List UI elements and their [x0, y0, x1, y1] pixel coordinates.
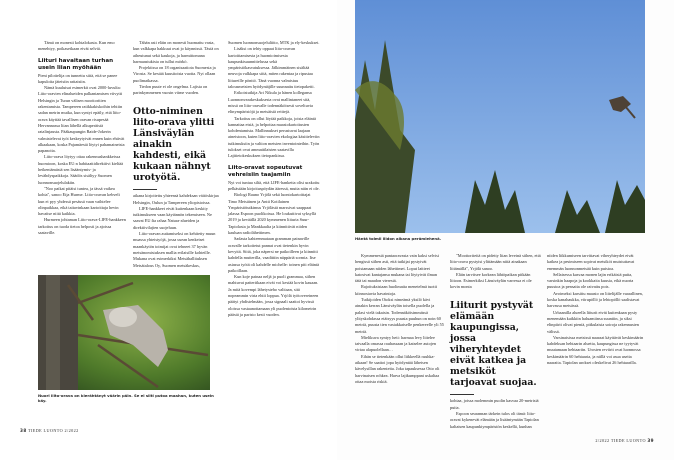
paragraph-group [38, 40, 126, 53]
magazine-name: TIEDE LUONTO [610, 437, 646, 443]
body-paragraph: Mielikuva syntyy heti: harmaa levy liitelee taivaalla omassa rauhassaan ja katselee autojen virtaa alapuolellaan… [355, 334, 437, 353]
left-page [0, 0, 337, 450]
divider [133, 189, 157, 190]
body-paragraph: Kymmenestä pantaoravasta vain kaksi selvisi hengissä siihen asti, että tutkijat pystyivät poistamaan niiden lähettimet. Loput laitteet katosivat kantajansa mukana tai löytyivät ilman tätä tai maadon vierestä. [355, 253, 440, 284]
paragraph-group [450, 253, 541, 291]
paragraph-group [547, 253, 645, 366]
page-footer [20, 420, 318, 450]
body-paragraph: Sadasta kahteenmataan gramman painaville oravalle tarkoitetut pannat ovat tietenkin hyvin kevyitä. Siitä, joka näpersi ne paikoilleen ja kiinnitti kahdella mutterilla, vaadittiin näppäriä sormia. Itse asiassa työtä oli kahdelle michelle: toinen piti eläintä paikoillaan. [228, 236, 320, 273]
gliding-squirrel-photo [355, 0, 645, 233]
body-paragraph: Biologi Rauno Yrjölä sekä luontokartoittajat Timo Metsäinen ja Antti Kotilainen Ympäristötutkimus Yrjölästä marssivat saappaat jalassa Espoon puolikoissa. He loukuttivat syksyllä 2019 ja keväällä 2020 kymmenen liituria Suur-Tapiolasta ja Mankkaalta ja kiinnittivät niiden kauluan radiolähettimen. [228, 192, 317, 236]
body-paragraph: Hurmeen johtaman Liito-orava-LIFE-hankkeen tarkoitus on tuoda tietoa helposti ja ajoissa saataville. [38, 217, 126, 236]
body-paragraph: aikana kirjoitettu yhteensä kahdeksan väitöskirjaa Helsingin, Oulun ja Tampereen yliopistoissa. [133, 193, 219, 205]
body-paragraph: Tämä on monesti kohtalokasta. Kun emo menehtyy, poikasetkaan eivät selviä. [38, 40, 115, 52]
body-paragraph: Avoimeksi karsittu maasto on liitelijälle vaarallinen, koska kanahaukka, viirupöllö ja lehtopöllö saalistavat harvassa metsässä. [547, 290, 643, 309]
subheading: Liituri havaitaan turhan usein liian myöhään [38, 57, 114, 71]
body-paragraph: Pieni pilottelija on tunnettu siitä, että se panee kapuloita jäteisiin rattaisiin. [38, 72, 118, 84]
photo-caption: Nuori liito-orava on kierähtänyt väärin päin. Se ei silti putoa maahan, kuten usein käy. [38, 392, 214, 403]
left-page-body [38, 40, 318, 403]
left-columns-1-2 [38, 40, 222, 269]
body-paragraph: Varsinaisissa metsissä naaraat käyttävät keskimäärin kahdeksan hehtaarin aluetta, kaupungissa ne tyytyvät muutamaan hehtaariin. Urosten reviirit ovat luonnossa keskimäärin 60 hehtaaria, ja niillä voi asua useita naaraita. Tapiolan urokset oleskelivat 26 hehtaarilla. [547, 334, 644, 366]
body-paragraph: Tähän asti eläin on monesti huomattu vasta, kun valkkapa hakkuut ovat jo käynnissä. Tästä on aiheutunut sekä kaukoja, ja harmittomana harmaastukista on tullut mörkö. [133, 40, 219, 64]
right-columns [355, 253, 644, 430]
body-paragraph: Rajoituksistaan huolimatta menetelmä tuotti kiinnostavia havaintoja. [355, 284, 438, 296]
page-number: 39 [647, 437, 654, 443]
body-paragraph: "Moottoriteitä on pidetty liian leveinä siihen, että liito-orava pystyisi ylittämään niitä ainakaan liitämällä", Yrjölä sanoo. [450, 253, 541, 271]
left-column-2 [133, 40, 222, 269]
issue: 2/2022 [595, 437, 610, 443]
page-number: 38 [20, 428, 27, 433]
body-paragraph: Eläin tarvitsee korkean lähtöpaikan pitkään liitoon. Esimerkiksi Länsiväylän varressa ei ole kovin monta [450, 271, 532, 290]
left-main-area [38, 40, 222, 403]
body-paragraph: Eihän se tietenkään ollut liikkeellä ruuhka-aikaan! Se saattoi jopa hyödyntää läheisen kävelysillan rakenteita. Joka tapauksessa Otto oli harvinaisen rohkea. Harva lajikumppani uskaltaa ottaa moista riskiä. [355, 353, 440, 384]
right-column-3 [547, 253, 645, 366]
paragraph-group [133, 40, 222, 97]
body-paragraph: Suomen luonnonsuojeluliitto, MTK ja ely-keskukset. [228, 40, 320, 45]
pull-quote: Liiturit pystyvät elämään kaupungissa, jossa viheryhteydet eivät katkea ja metsiköt tarjoavat suojaa. [450, 299, 537, 388]
body-paragraph: LIFE-hankkeet eivät kuitenkaan keskity tutkimukseen vaan käytännön tekemiseen. Ne saavat EU:lta rahaa Natura-alueiden ja direktiivilajien suojeluun. [133, 205, 212, 230]
body-paragraph: Liito-orava löytyy ottaa rakennushankkeissa huomioon, koska EU:n habitaattidirektiivi kieltää heikentämästä sen lisääntymis- ja levähdyspaikkoja. Säädös sisältyy Suomen luonnonsuojelulakiin. [38, 154, 124, 185]
body-paragraph: Nyt voi tuntua siltä, että LIFE-hanketta olisi urakoitu pelkästään kirjoituspöydän ääressä, mutta näin ei ole. [228, 179, 320, 191]
divider [450, 394, 474, 395]
headline: Otto-niminen liito-orava ylitti Länsiväylän ainakin kahdesti, eikä kukaan nähnyt urotyötä. [133, 105, 215, 183]
paragraph-group [228, 180, 320, 319]
body-paragraph: niiden liikkumiseen tarvittavat viheryhteydet eivät katkea ja pesimiseen sopivat metsiköt muistuttavat enemmän luonnonmetsää kuin puistoa. [547, 253, 635, 271]
body-paragraph: Espoon seurannan tärkein tulos oli tämä: liito-oravat kykenevät elämään ja lisääntymään Tapiolan kaltaisen kaupunkiympäristön keskellä, kunhan [450, 410, 539, 429]
flying-squirrel-photo [38, 275, 210, 390]
issue: 2/2022 [64, 428, 79, 433]
body-paragraph: Urbaanilla alueella liiturit eivät kuitenkaan pysty menemään kaikkiin haluamiinsa suuntiin, ja siksi elinpiirit olivat pieniä, pitkulaisia soiroja rakennusten välissä. [547, 309, 639, 334]
paragraph-group [450, 398, 541, 429]
body-paragraph: Liito-oravan auttamiseksi on kehitetty muun muassa yhteistyöjä, jossa usean kenkeiset maankäytön toimijat ovat tehneet 37 hyvän metsänomistuksen mallia erilaisille kohteille. Mukana ovat esimerkiksi Metsähallituksen Metsätalous Oy, Suomen metsäkeskus, [133, 231, 216, 268]
page-footer [355, 430, 654, 460]
body-paragraph: Tutkijoiden Otoksi nimeämä yksilö kävi ainakin kerran Länsiväylän toisella puolella ja palasi vielä takaisin. Todennäköisimmässä ylityskohdassa etäisyys puusta puuhun on noin 60 metriä, puusta tien vastakkaiselle penkereelle yli 55 metriä. [355, 297, 444, 334]
left-column-3 [228, 40, 320, 318]
body-paragraph: Nämä kuuluisat esimerkit ovat 2000-luvulta: Liito-oravien elinalueiden palkantamisen viivytti Helsingin ja Turun välisen moottoritien rakentamista. Tampereen ratikkakiskoihin tehtiin sadan metrin mutka, kun syntyi epäily, että liito-orava käyttää tavallisen oravan risupesää Hervannassa liian lähellä alkuperäistä ratalinjausta. Pääkaupungin Raide-Jokerin valmistelevat työt keskeytyivät ennen kuin ehtivät alkaakaan, koska Pajamäestä löytyi pahamaineisia papanoita. [38, 85, 125, 154]
body-paragraph: "Noo paikat pitäisi tuntea, ja tässä vaikea kohta", sanoo Eija Hurme. Liito-oravan kebveli kun ei pyy yhdessä pesässä vaan vaihtelee olinpaikkaa, eikä taitavinkaan kartoittaja hevin havaitse niitä kaikkia. [38, 185, 120, 217]
right-page [337, 0, 674, 460]
left-column-1 [38, 40, 126, 236]
right-column-1 [355, 253, 444, 385]
body-paragraph: Sellaisessa kasvaa monen lajin erikäisiä puita, varsinkin haapoja ja kookkaita kuusia, eikä nuorta puustoa ja pensaita ole raivattu pois. [547, 271, 634, 290]
body-paragraph: Erikoistutkija Ari Nikula ja hänen kollegansa Luonnonvarakeskuksesta ovat mallintaneet sitä, missä on liito-oravalle todennäköisesti soveltuvia elinympäristöjä ja metsäisiä reittejä. [228, 90, 313, 115]
body-paragraph: Tiedon puute ei ole ongelma. Lajista on parinkymmenen vuosin viime vuoden. [133, 84, 208, 96]
paragraph-group [228, 40, 320, 160]
magazine-name: TIEDE LUONTO [28, 428, 64, 433]
body-paragraph: kohtaa, joissa molemmin puolin kasvaa 20-metrisiä puita. [450, 398, 539, 410]
body-paragraph: Tarkoitus on ollut löytää paikkoja, joista eläintä kannattaa etsiä, ja helpottaa maastokartoitusten kohdentamista. Mallinnukset perustuvat laajaan aineistoon, kuten liito-oravien ekologiaa käsitteleviin tutkimuksiin ja valtion metsien inventointeihin. Työn tulokset ovat ammattilaisten saatavilla Lajitietokeskuksen tietopankissa. [228, 115, 320, 159]
body-paragraph: Kun koje painaa neljä ja puoli grammaa, siihen mahtuvat patteritkaan eivät voi kestää kovin kauaan. Ja mitä kovempi lähetysteho valitaan, sitä nopeammin virta ehtii loppua. Yrjölä työtovereineen päätyi yhdistelmään, jossa signaali saattoi hyvissä oloissa vastaanottamaan yli puolentoista kilometrin päästä ja paristo kesti vuoden. [228, 274, 319, 317]
body-paragraph: Projektissa on 18 organisaatiota Suomesta ja Virosta. Se kestää kuusitoista vuotta. Nyt ollaan puolimatkassa. [133, 65, 216, 83]
paragraph-group [38, 73, 126, 237]
paragraph-group [133, 193, 222, 269]
photo-caption: Häntä toimii liidon aikana perämiehenä. [355, 236, 442, 241]
body-paragraph: Lisäksi on tehty oppaat liito-oravan kartoittamisesta ja huomioimisesta kaupunkisuunnittelussa sekä ympäristökasvatuksessa. Jälkimmäinen sisältää neuvoja valkkapa siitä, miten rakentaa ja ripustaa liitureille pönttö. Tänä vuonna valmistuu talousmetsien hyödyntäjille suunnattu tietopaketti. [228, 46, 315, 90]
right-column-2 [450, 253, 541, 430]
paragraph-group [355, 253, 444, 385]
subheading: Liito-oravat sopeutuvat vehreisiin taajamiin [228, 164, 303, 178]
